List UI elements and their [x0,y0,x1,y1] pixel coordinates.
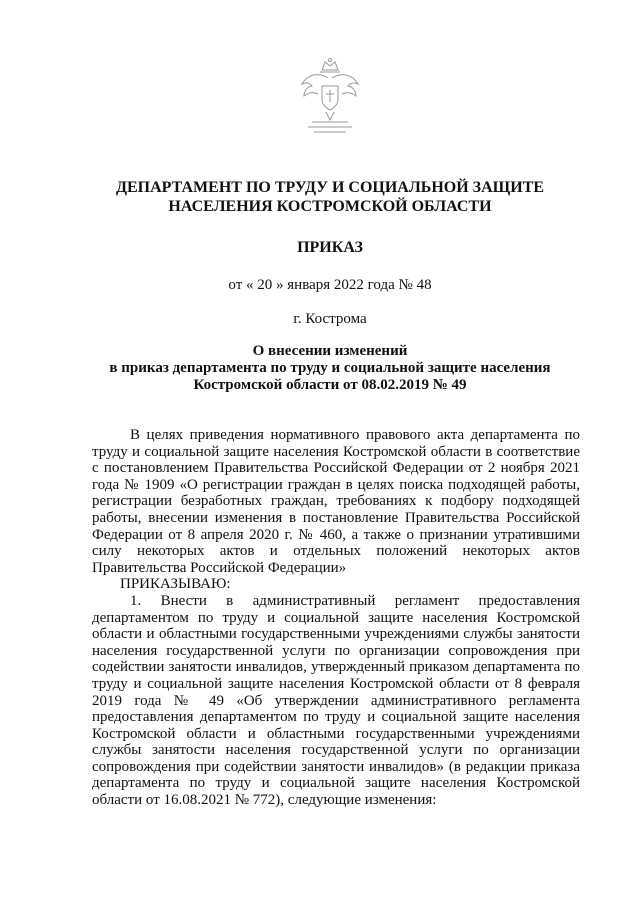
order-body [92,427,580,809]
order-date-line: от « 20 » января 2022 года № 48 [228,277,432,293]
order-subject-line1: О внесении изменений [252,343,408,359]
department-header-line2: НАСЕЛЕНИЯ КОСТРОМСКОЙ ОБЛАСТИ [168,198,492,215]
order-city: г. Кострома [293,311,367,327]
department-header [60,178,600,216]
coat-of-arms-icon [292,56,368,136]
order-subject [60,343,600,394]
department-header-line1: ДЕПАРТАМЕНТ ПО ТРУДУ И СОЦИАЛЬНОЙ ЗАЩИТЕ [115,179,545,196]
order-word: ПРИКАЗЫВАЮ: [120,576,231,593]
preamble-paragraph: В целях приведения нормативного правового акта департамента по труду и социальной защите населения Костромской области в соответствие с постановлением Правительства Российской Федерации от 2 ноября 2021 года № 1909 «О регистрации граждан в целях поиска подходящей работы, регистрации безработных граждан, требованиях к подбору подходящей работы, внесении изменения в постановление Правительства Российской Федерации от 8 апреля 2020 г. № 460, а также о признании утратившими силу некоторых актов и отдельных положений некоторых актов Правительства Российской Федерации» [92,427,580,576]
order-subject-line2: в приказ департамента по труду и социальной защите населения [109,360,551,376]
order-subject-line3: Костромской области от 08.02.2019 № 49 [193,377,467,393]
order-title: ПРИКАЗ [297,239,363,256]
item-1-paragraph: 1. Внести в административный регламент предоставления департаментом по труду и социальной защите населения Костромской области и областными государственными учреждениями службы занятости населения государственной услуги по организации сопровождения при содействии занятости инвалидов, утвержденный приказом департамента по труду и социальной защите населения Костромской области от 8 февраля 2019 года № 49 «Об утверждении административного регламента предоставления департаментом по труду и социальной защите населения Костромской области и областными государственными учреждениями службы занятости населения государственной услуги по организации сопровождения при содействии занятости инвалидов» (в редакции приказа департамента по труду и социальной защите населения Костромской области от 16.08.2021 № 772), следующие изменения: [92,592,580,809]
